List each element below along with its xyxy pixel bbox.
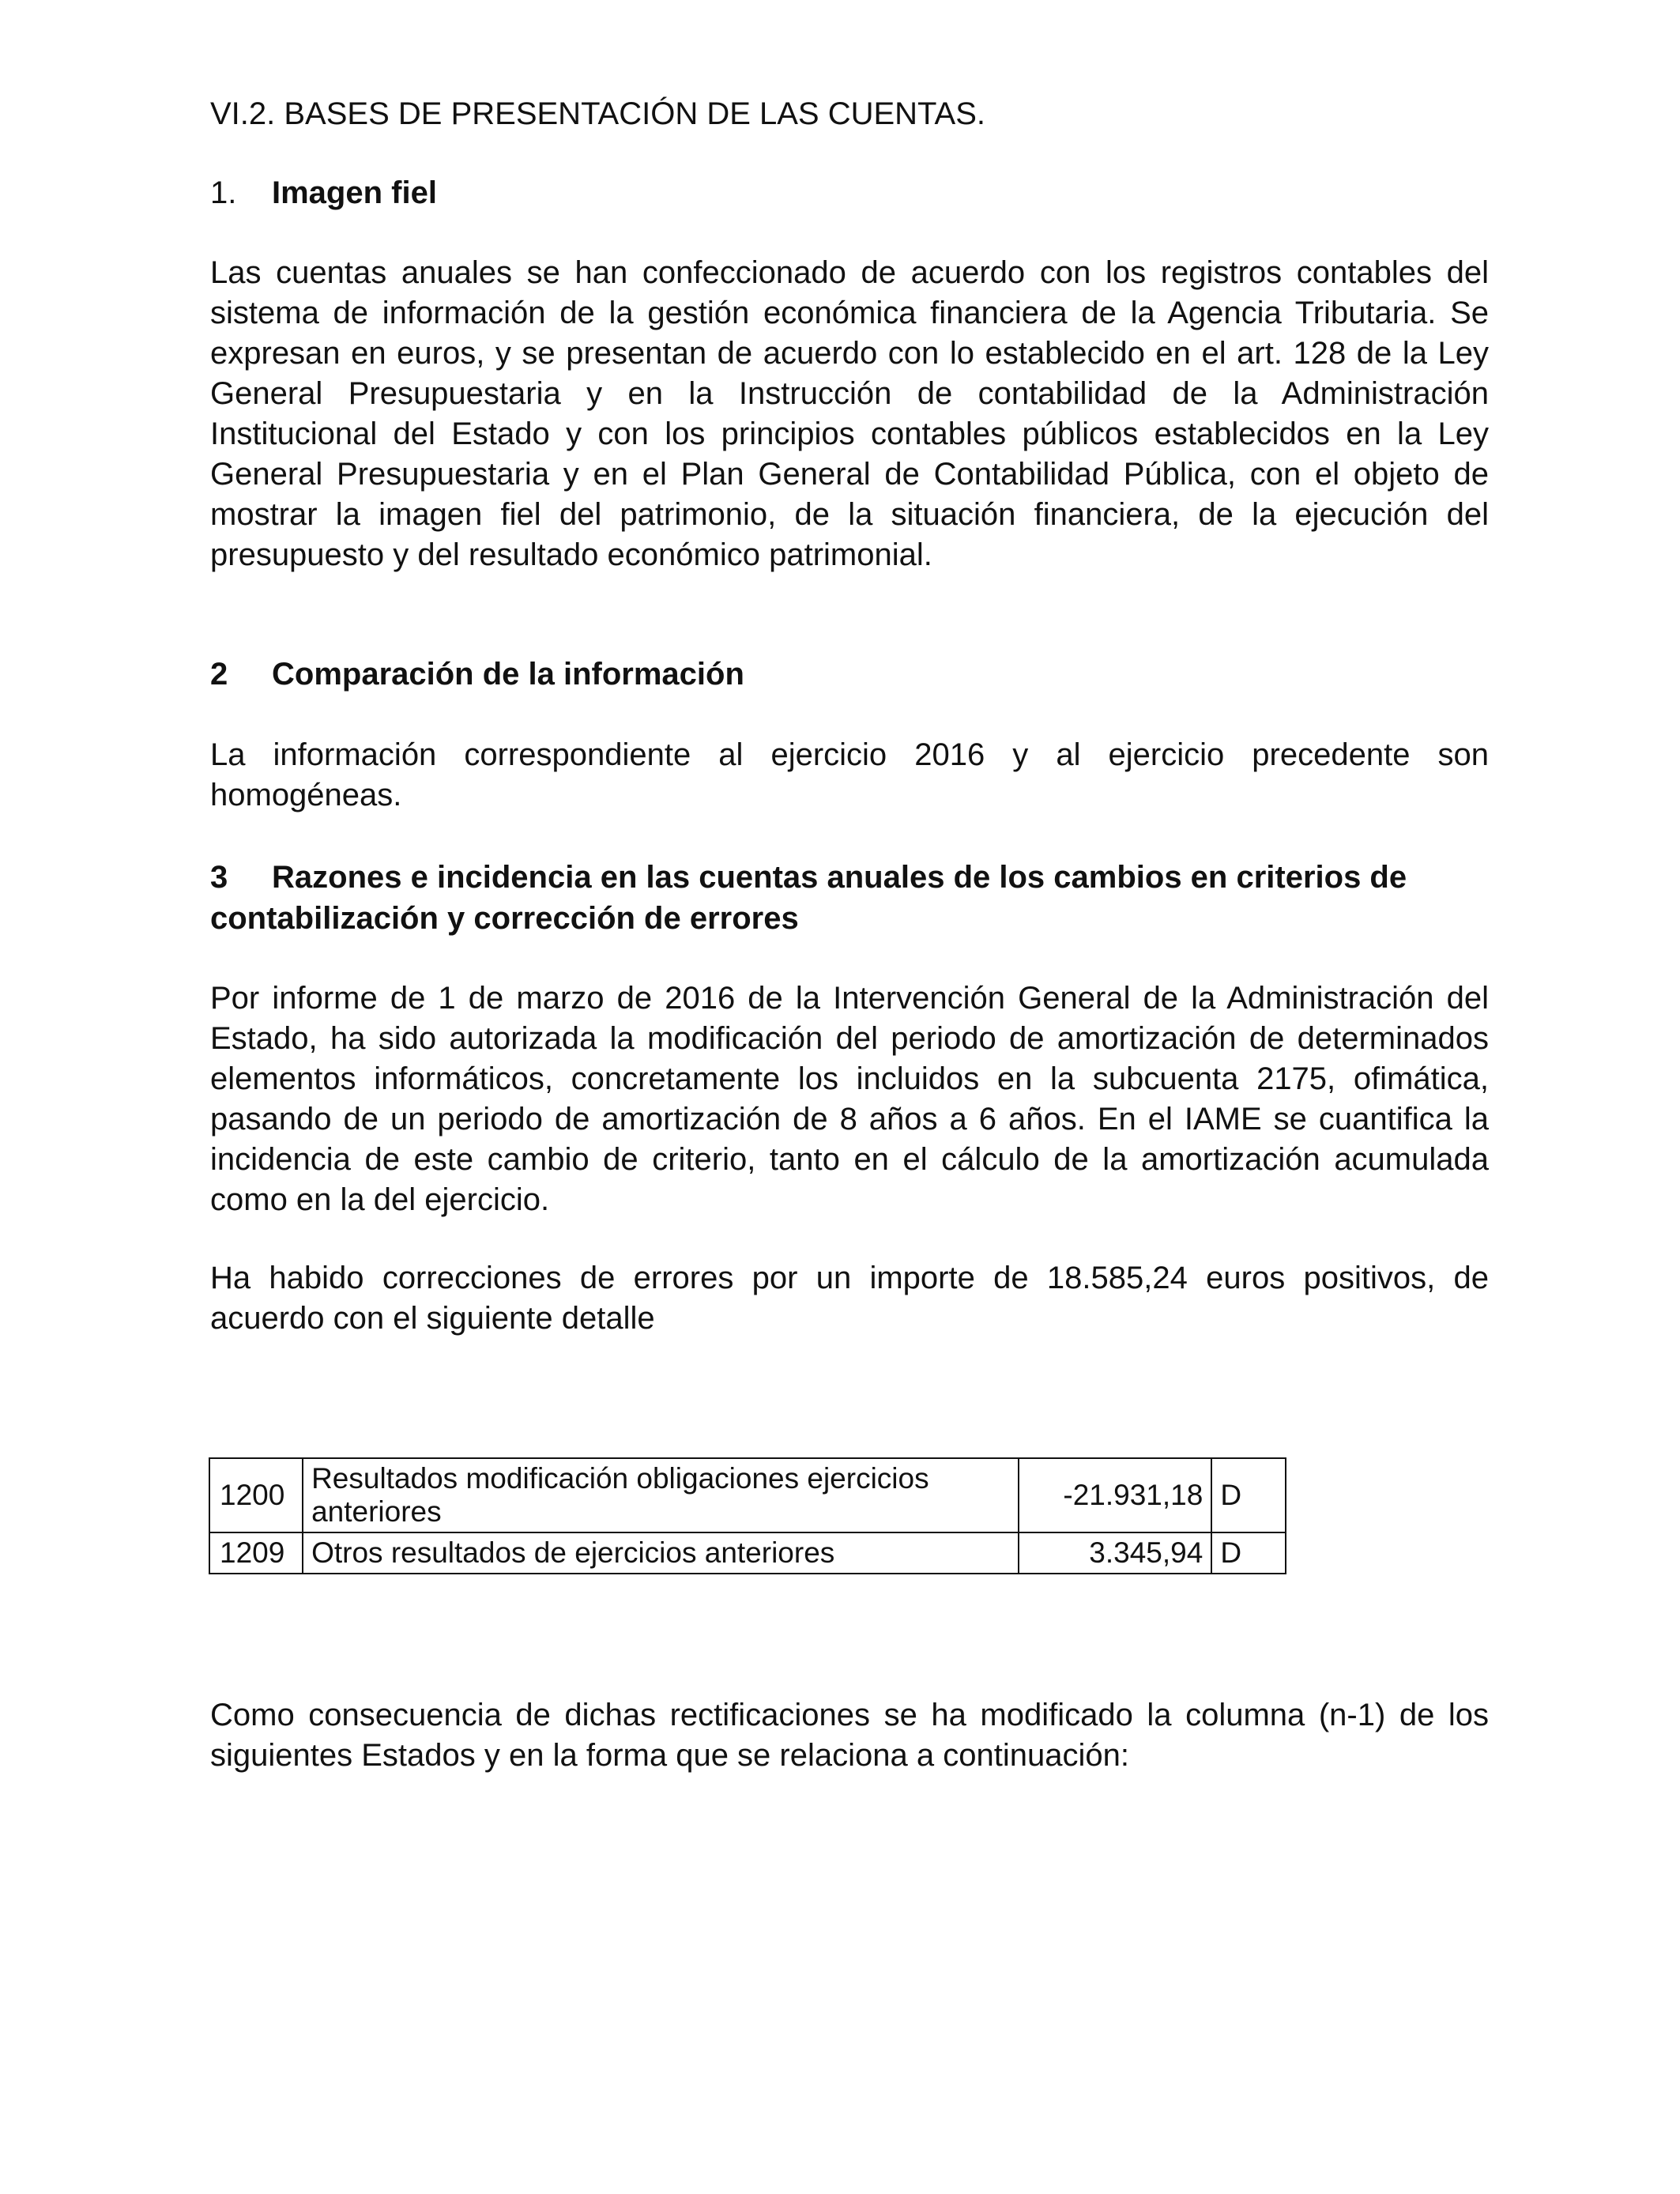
- amount-cell: 3.345,94: [1019, 1532, 1211, 1574]
- document-page: [210, 0, 1489, 2194]
- description-cell: Otros resultados de ejercicios anteriores: [303, 1532, 1019, 1574]
- corrections-table: [209, 1457, 1286, 1574]
- account-cell: 1209: [209, 1532, 303, 1574]
- section-2-paragraph: La información correspondiente al ejercicio 2016 y al ejercicio precedente son homogéneas.: [210, 737, 1489, 812]
- section-2-heading: [210, 654, 744, 695]
- closing-paragraph: Como consecuencia de dichas rectificaciones se ha modificado la columna (n-1) de los siguientes Estados y en la forma que se relaciona a continuación:: [210, 1698, 1489, 1773]
- section-title: Comparación de la información: [272, 657, 744, 692]
- section-title: Imagen fiel: [272, 175, 437, 210]
- description-cell: Resultados modificación obligaciones ejercicios anteriores: [303, 1458, 1019, 1532]
- section-title: Razones e incidencia en las cuentas anuales de los cambios en criterios de contabilización y corrección de errores: [210, 860, 1407, 936]
- section-number: 1.: [210, 175, 237, 210]
- section-3-paragraph-2: Ha habido correcciones de errores por un importe de 18.585,24 euros positivos, de acuerdo con el siguiente detalle: [210, 1261, 1489, 1336]
- amount-cell: -21.931,18: [1019, 1458, 1211, 1532]
- section-number: 3: [210, 860, 228, 895]
- section-1-paragraph: Las cuentas anuales se han confeccionado de acuerdo con los registros contables del sistema de información de la gestión económica financiera de la Agencia Tributaria. Se expresan en euros, y se presentan de acuerdo con lo establecido en el art. 128 de la Ley General Presupuestaria y en la Instrucción de contabilidad de la Administración Institucional del Estado y con los principios contables públicos establecidos en la Ley General Presupuestaria y en el Plan General de Contabilidad Pública, con el objeto de mostrar la imagen fiel del patrimonio, de la situación financiera, de la ejecución del presupuesto y del resultado económico patrimonial.: [210, 255, 1489, 572]
- table-row: [209, 1532, 1286, 1574]
- table-row: [209, 1458, 1286, 1532]
- side-cell: D: [1211, 1532, 1286, 1574]
- section-number: 2: [210, 657, 228, 692]
- section-3-paragraph-1: Por informe de 1 de marzo de 2016 de la Intervención General de la Administración del Estado, ha sido autorizada la modificación del periodo de amortización de determinados elementos informáticos, concretamente los incluidos en la subcuenta 2175, ofimática, pasando de un periodo de amortización de 8 años a 6 años. En el IAME se cuantifica la incidencia de este cambio de criterio, tanto en el cálculo de la amortización acumulada como en la del ejercicio.: [210, 981, 1489, 1217]
- section-1-heading: [210, 172, 437, 213]
- section-3-heading: [210, 857, 1489, 939]
- page-title: VI.2. BASES DE PRESENTACIÓN DE LAS CUENTAS.: [210, 96, 985, 131]
- side-cell: D: [1211, 1458, 1286, 1532]
- account-cell: 1200: [209, 1458, 303, 1532]
